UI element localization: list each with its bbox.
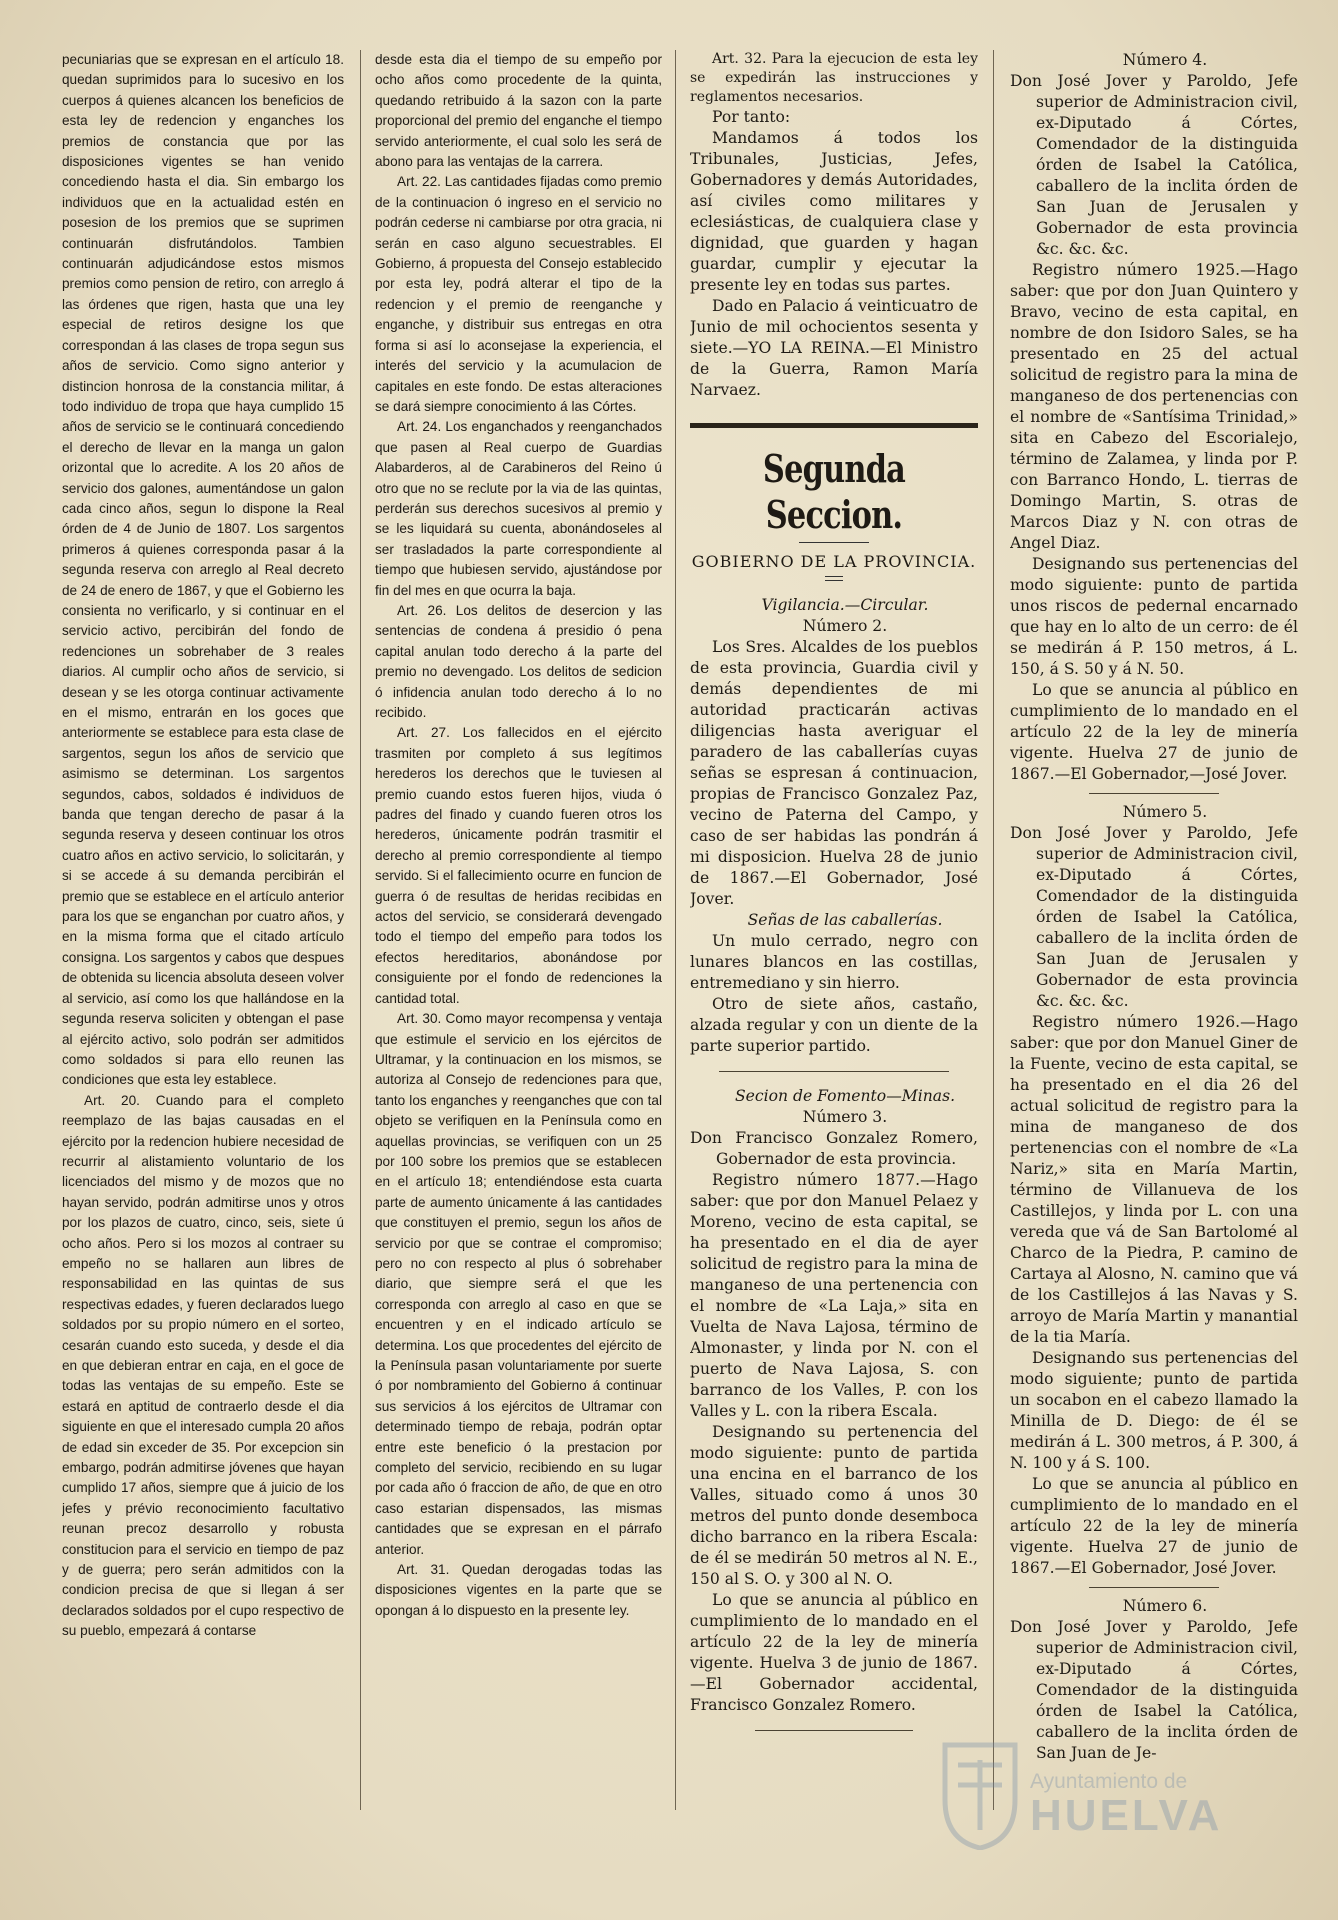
coat-of-arms-icon: [940, 1740, 1020, 1850]
col2-article-31: Art. 31. Quedan derogadas todas las disposiciones vigentes en la parte que se opongan á lo dispuesto en la presente ley.: [375, 1562, 662, 1618]
numero-2: Número 2.: [802, 617, 888, 635]
watermark-line2: HUELVA: [1030, 1791, 1223, 1840]
don-francisco: Don Francisco Gonzalez Romero, Gobernador de esta provincia.: [690, 1129, 978, 1168]
gobierno-heading: GOBIERNO DE LA PROVINCIA.: [691, 552, 977, 571]
numero-3: Número 3.: [802, 1108, 888, 1126]
article-32: Art. 32. Para la ejecucion de esta ley se expedirán las instrucciones y reglamentos necesarios.: [690, 51, 978, 105]
heading-ornament: [825, 576, 843, 581]
section-title: Segunda Seccion.: [762, 446, 906, 537]
numero-5: Número 5.: [1122, 803, 1208, 821]
column-3: [690, 50, 978, 1890]
column-2: [375, 50, 662, 1890]
col1-article-20: Art. 20. Cuando para el completo reemplazo de las bajas causadas en el ejército por la redencion hubiere necesidad de recurrir al alistamiento voluntario de los licenciados del mismo y de mozos que no hayan servido, podrán admitirse unos y otros por los plazos de cuatro, cinco, seis, siete ú ocho años. Pero si los mozos al contraer su empeño no se hallaren aun libres de responsabilidad en las quintas de sus respectivas edades, y fueren declarados luego soldados por su propio número en el sorteo, cesarán cuando esto suceda, y desde el dia en que debieran entrar en caja, en el goce de todas las ventajas de su empeño. Este se estará en aptitud de contraerlo desde el dia siguiente en que el interesado cumpla 20 años de edad sin exceder de 35. Por excepcion sin embargo, podrán admitirse jóvenes que hayan cumplido 17 años, siempre que á juicio de los jefes y prévio reconocimiento facultativo reunan precoz desarrollo y robusta constitucion para el servicio en tiempo de paz y de guerra; pero serán admitidos con la condicion precisa de que si llegan á ser declarados soldados por el cupo respectivo de su pueblo, empezará á contarse: [62, 1092, 344, 1639]
designando-5: Designando sus pertenencias del modo siguiente; punto de partida un socabon en el cabezo llamado la Minilla de D. Diego: de él se medirán á L. 300 metros, á P. 300, á N. 100 y á S. 100.: [1010, 1349, 1298, 1472]
title-underline: [799, 542, 869, 543]
senas-otro: Otro de siete años, castaño, alzada regular y con un diente de la parte superior partido.: [690, 995, 978, 1055]
watermark-text: [1030, 1770, 1222, 1838]
designando-3: Designando su pertenencia del modo siguiente: punto de partida una encina en el barranco de los Valles, situado como á unos 30 metros del punto donde desemboca dicho barranco en la ribera Escala: de él se medirán 50 metros al N. E., 150 al S. O. y 300 al N. O.: [690, 1423, 978, 1588]
registro-1877: Registro número 1877.—Hago saber: que por don Manuel Pelaez y Moreno, vecino de esta capital, se ha presentado en el dia de ayer solicitud de registro para la mina de manganeso de una pertenencia con el nombre de «La Laja,» sita en Vuelta de Nava Lajosa, término de Almonaster, y linda por N. con el puerto de Nava Lajosa, S. con barranco de los Valles, P. con los Valles y L. con la ribera Escala.: [690, 1171, 978, 1420]
anuncia-5: Lo que se anuncia al público en cumplimiento de lo mandado en el artículo 22 de la ley de minería vigente. Huelva 27 de junio de 1867.—El Gobernador, José Jover.: [1010, 1475, 1298, 1577]
section-rule: [690, 423, 978, 428]
ayuntamiento-watermark: [950, 1700, 1310, 1900]
don-jose-5: Don José Jover y Paroldo, Jefe superior de Administracion civil, ex-Diputado á Córtes, Comendador de la distinguida órden de Isabel la Católica, caballero de la inclita órden de San Juan de Jerusalen y Gobernador de esta provincia &c. &c. &c.: [1010, 824, 1298, 1010]
mandamos-text: Mandamos á todos los Tribunales, Justicias, Jefes, Gobernadores y demás Autoridades, así civiles como militares y eclesiásticas, de cualquiera clase y dignidad, que guarden y hagan guardar, cumplir y ejecutar la presente ley en todas sus partes.: [690, 129, 978, 294]
numero-4: Número 4.: [1122, 51, 1208, 69]
dado-en-palacio: Dado en Palacio á veinticuatro de Junio de mil ochocientos sesenta y siete.—YO LA REINA.—El Ministro de la Guerra, Ramon María Narvaez.: [690, 297, 978, 399]
don-jose-6: Don José Jover y Paroldo, Jefe superior de Administracion civil, ex-Diputado á Córtes, Comendador de la distinguida órden de Isabel la Católica, caballero de la inclita órden de San Juan de Je-: [1010, 1618, 1298, 1762]
column-1: [62, 50, 344, 1890]
column-divider: [360, 50, 361, 1810]
registro-1925: Registro número 1925.—Hago saber: que por don Juan Quintero y Bravo, vecino de esta capital, en nombre de don Isidoro Sales, se ha presentado en 25 del actual solicitud de registro para la mina de manganeso de dos pertenencias con el nombre de «Santísima Trinidad,» sita en Cabezo del Escorialejo, término de Zalamea, y linda por P. con Barranco Hondo, L. tierras de Domingo Martin, S. otras de Marcos Diaz y N. con otras de Angel Diaz.: [1010, 261, 1298, 552]
column-divider: [993, 50, 994, 1810]
col2-article-30: Art. 30. Como mayor recompensa y ventaja que estimule el servicio en los ejércitos de Ultramar, y la continuacion en los mismos, se autoriza al Consejo de redenciones para que, tanto los enganches y reenganches que con tal objeto se verifiquen en la Península como en aquellas provincias, se verifiquen con un 25 por 100 sobre los premios que se establecen en el artículo 18; entendiéndose esta cuarta parte de aumento únicamente á las cantidades que constituyen el premio, segun los años de servicio por que se contrae el compromiso; pero no con respecto al plus ó sobrehaber diario, que siempre será el que les corresponda con arreglo al caso en que se encuentren y en el indicado artículo se determina. Los que procedentes del ejército de la Península pasan voluntariamente por suerte ó por nombramiento del Gobierno á continuar sus servicios á los ejércitos de Ultramar con determinado tiempo de rebaja, podrán optar entre este beneficio ó la prestacion por completo del servicio, recibiendo en su lugar por cada año ó fraccion de año, de que en otro caso estarian dispensados, las mismas cantidades que se expresan en el párrafo anterior.: [375, 1011, 662, 1557]
circular-text: Los Sres. Alcaldes de los pueblos de esta provincia, Guardia civil y demás dependientes de mi autoridad practicarán activas diligencias hasta averiguar el paradero de las caballerías cuyas señas se espresan á continuacion, propias de Francisco Gonzalez Paz, vecino de Paterna del Campo, y caso de ser habidas las pondrán á mi disposicion. Huelva 28 de junio de 1867.—El Gobernador, José Jover.: [690, 638, 978, 908]
vigilancia-heading: Vigilancia.—Circular.: [761, 596, 929, 614]
fomento-heading: Secion de Fomento—Minas.: [734, 1087, 956, 1105]
col2-article-27: Art. 27. Los fallecidos en el ejército trasmiten por completo á sus legítimos herederos los derechos que le tuviesen al premio cuando estos fueren hijos, viuda ó padres del finado y cuando fueren otros los herederos, únicamente podrán trasmitir el derecho al premio correspondiente al tiempo servido. Si el fallecimiento ocurre en funcion de guerra ó de resultas de heridas recibidas en actos del servicio, se considerará devengado todo el tiempo del empeño para todos los efectos hereditarios, abonándose por consiguiente por el fondo de redenciones la cantidad total.: [375, 725, 662, 1006]
senas-heading: Señas de las caballerías.: [747, 911, 943, 929]
designando-4: Designando sus pertenencias del modo siguiente: punto de partida unos riscos de pedernal encarnado que hay en lo alto de un cerro: de él se medirán á P. 150 metros, á L. 150, á S. 50 y á N. 50.: [1010, 555, 1298, 678]
col2-article-26: Art. 26. Los delitos de desercion y las sentencias de condena á presidio ó pena capital anulan todo derecho á la parte del premio no devengado. Los delitos de sedicion ó infidencia anulan todo derecho á lo no recibido.: [375, 602, 662, 720]
divider-rule: [1089, 1587, 1219, 1588]
don-jose-4: Don José Jover y Paroldo, Jefe superior de Administracion civil, ex-Diputado á Córtes, Comendador de la distinguida órden de Isabel la Católica, caballero de la inclita órden de San Juan de Jerusalen y Gobernador de esta provincia &c. &c. &c.: [1010, 72, 1298, 258]
col2-article-22: Art. 22. Las cantidades fijadas como premio de la continuacion ó ingreso en el servicio no podrán cederse ni cambiarse por otra gracia, ni serán en caso alguno secuestrables. El Gobierno, á propuesta del Consejo establecido por esta ley, podrá alterar el tipo de la redencion y el premio de reenganche y enganche, y distribuir sus entregas en otra forma si así lo aconsejase la experiencia, el interés del servicio y la acumulacion de capitales en este fondo. De estas alteraciones se dará siempre conocimiento á las Córtes.: [375, 174, 662, 414]
senas-mulo: Un mulo cerrado, negro con lunares blancos en las costillas, entremediano y sin hierro.: [690, 932, 978, 992]
column-divider: [675, 50, 676, 1810]
divider-rule: [719, 1071, 949, 1072]
column-4: [1010, 50, 1298, 1890]
registro-1926: Registro número 1926.—Hago saber: que por don Manuel Giner de la Fuente, vecino de esta capital, se ha presentado en el dia 26 del actual solicitud de registro para la mina de manganeso de dos pertenencias con el nombre de «La Nariz,» sita en María Martin, término de Villanueva de los Castillejos, y linda por L. con una vereda que vá de San Bartolomé al Charco de la Piedra, P. camino de Cartaya al Alosno, N. camino que vá de los Castillejos á las Navas y S. arroyo de María Martin y manantial de la tia María.: [1010, 1013, 1298, 1346]
watermark-line1: Ayuntamiento de: [1030, 1770, 1188, 1793]
por-tanto: Por tanto:: [712, 108, 791, 126]
divider-rule: [1089, 793, 1219, 794]
numero-6: Número 6.: [1122, 1597, 1208, 1615]
col1-paragraph: pecuniarias que se expresan en el artículo 18. quedan suprimidos para lo sucesivo en los cuerpos á quienes alcancen los beneficios de esta ley de redencion y enganches los premios de constancia que por las disposiciones vigentes se han venido concediendo hasta el dia. Sin embargo los individuos que en la actualidad estén en posesion de los premios que se suprimen continuarán disfrutándolos. Tambien continuarán adjudicándose estos mismos premios como pension de retiro, con arreglo á las órdenes que rigen, hasta que una ley especial de retiros designe los que correspondan á las clases de tropa segun sus años de servicio. Como signo anterior y distincion honrosa de la constancia militar, á todo individuo de tropa que haya cumplido 15 años de servicio se le continuará concediendo el derecho de llevar en la manga un galon orizontal que lo acredite. A los 20 años de servicio dos galones, aumentándose un galon cada cinco años, segun lo dispone la Real órden de 4 de Junio de 1807. Los sargentos primeros á quienes corresponda pasar á la segunda reserva con arreglo al Real decreto de 24 de enero de 1867, y que el Gobierno les consienta no verificarlo, y si continuar en el servicio activo, percibirán del fondo de redenciones un sobrehaber de 3 reales diarios. Al cumplir ocho años de servicio, si desean y se les otorga continuar activamente en el mismo, entrarán en los goces que anteriormente se establece para esta clase de sargentos, segun los años de servicio que asimismo se determinan. Los sargentos segundos, cabos, soldados é individuos de banda que tengan derecho de pasar á la segunda reserva y deseen continuar los otros cuatro años en activo servicio, lo solicitarán, y si se accede á su demanda percibirán el premio que se establece en el artículo anterior para los que se enganchan por cuatro años, y en la misma forma que el citado artículo consigna. Los sargentos y cabos que despues de obtenida su licencia absoluta deseen volver al servicio, así como los que hallándose en la segunda reserva soliciten y obtengan el pase al ejército activo, solo podrán ser admitidos como soldados si para ello reunen las condiciones que esta ley establece.: [62, 52, 344, 1088]
anuncia-3: Lo que se anuncia al público en cumplimiento de lo mandado en el artículo 22 de la ley de minería vigente. Huelva 3 de junio de 1867.—El Gobernador accidental, Francisco Gonzalez Romero.: [690, 1591, 978, 1714]
end-rule: [755, 1730, 913, 1731]
anuncia-4: Lo que se anuncia al público en cumplimiento de lo mandado en el artículo 22 de la ley de minería vigente. Huelva 27 de junio de 1867.—El Gobernador,—José Jover.: [1010, 681, 1298, 783]
col2-article-24: Art. 24. Los enganchados y reenganchados que pasen al Real cuerpo de Guardias Alabarderos, al de Carabineros del Reino ú otro que no se reclute por la via de las quintas, perderán sus derechos sucesivos al premio y se les liquidará su cuenta, abonándoseles al ser trasladados la parte correspondiente al tiempo que hubiesen servido, ajustándose por fin del mes en que ocurra la baja.: [375, 419, 662, 598]
col2-paragraph: desde esta dia el tiempo de su empeño por ocho años como procedente de la quinta, quedando retribuido á la sazon con la parte proporcional del premio del enganche el tiempo servido anteriormente, el cual solo les será de abono para las ventajas de la carrera.: [375, 52, 662, 170]
